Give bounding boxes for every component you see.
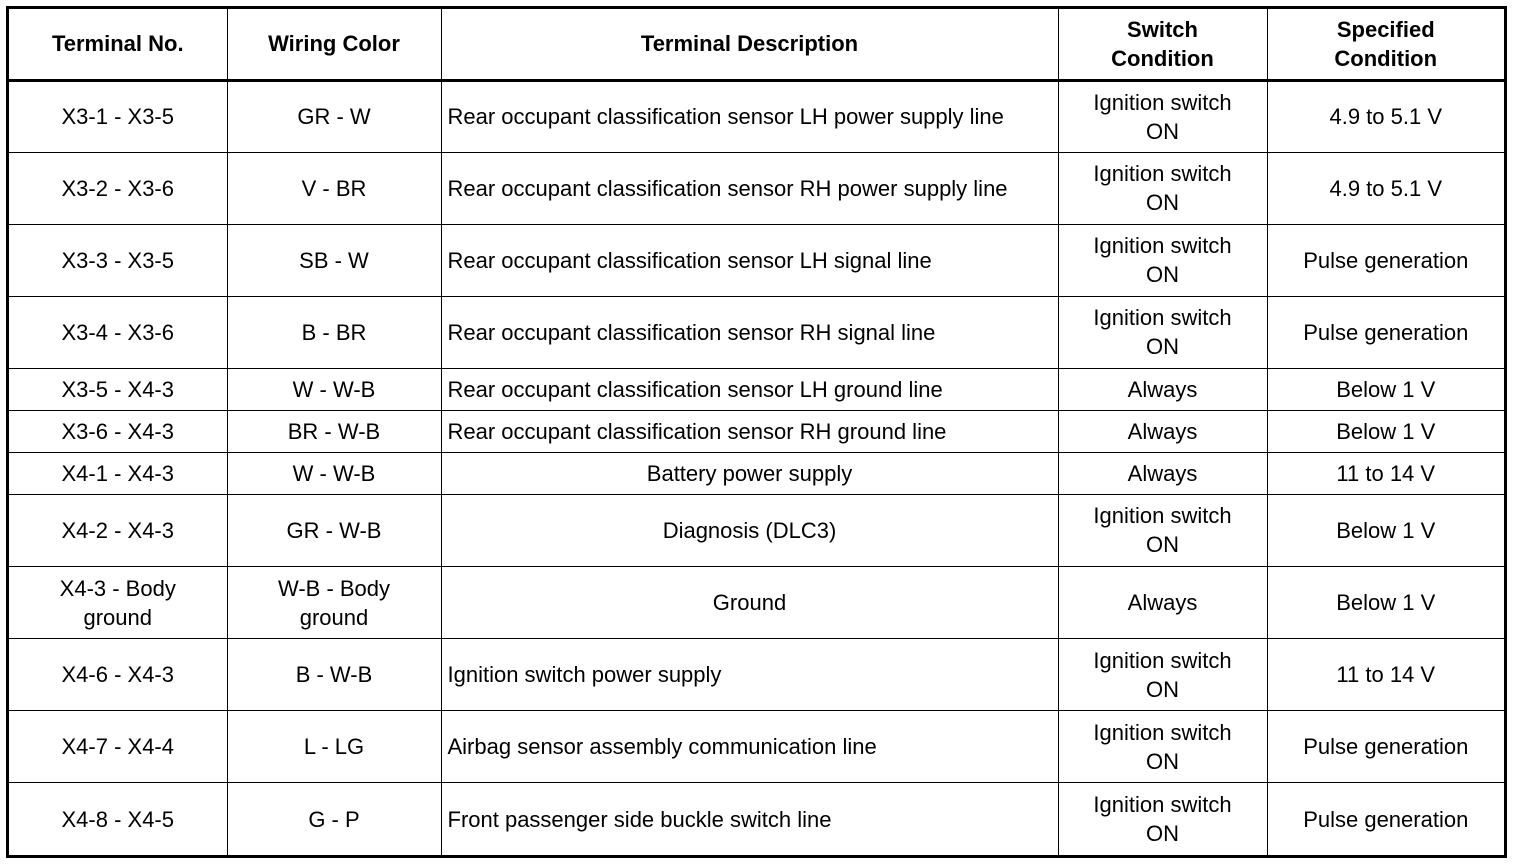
cell-terminal-no: X3-2 - X3-6 [9,152,227,224]
table-row [9,783,1504,855]
cell-wiring-color: V - BR [227,152,441,224]
cell-switch-condition: Always [1058,452,1267,494]
cell-specified-condition: Pulse generation [1267,783,1504,855]
cell-wiring-color: W - W-B [227,368,441,410]
table-row [9,567,1504,639]
cell-terminal-no: X3-5 - X4-3 [9,368,227,410]
table-row [9,80,1504,152]
cell-wiring-color: B - W-B [227,639,441,711]
cell-wiring-color: GR - W-B [227,494,441,566]
cell-switch-condition: Ignition switch ON [1058,152,1267,224]
cell-switch-condition: Ignition switch ON [1058,224,1267,296]
cell-wiring-color: GR - W [227,80,441,152]
cell-wiring-color: W-B - Body ground [227,567,441,639]
cell-terminal-description: Rear occupant classification sensor RH ground line [441,410,1058,452]
cell-terminal-description: Battery power supply [441,452,1058,494]
cell-terminal-description: Front passenger side buckle switch line [441,783,1058,855]
cell-switch-condition: Always [1058,368,1267,410]
cell-terminal-description: Rear occupant classification sensor LH ground line [441,368,1058,410]
header-terminal-no: Terminal No. [9,9,227,80]
header-wiring-color: Wiring Color [227,9,441,80]
cell-terminal-description: Rear occupant classification sensor LH power supply line [441,80,1058,152]
table-row [9,296,1504,368]
header-row [9,9,1504,80]
cell-wiring-color: L - LG [227,711,441,783]
cell-switch-condition: Ignition switch ON [1058,494,1267,566]
cell-specified-condition: Pulse generation [1267,711,1504,783]
cell-wiring-color: BR - W-B [227,410,441,452]
cell-terminal-description: Airbag sensor assembly communication line [441,711,1058,783]
cell-switch-condition: Ignition switch ON [1058,711,1267,783]
cell-specified-condition: Pulse generation [1267,296,1504,368]
cell-switch-condition: Ignition switch ON [1058,80,1267,152]
cell-terminal-no: X3-1 - X3-5 [9,80,227,152]
cell-specified-condition: 4.9 to 5.1 V [1267,80,1504,152]
table-row [9,711,1504,783]
table-row [9,368,1504,410]
cell-specified-condition: Below 1 V [1267,368,1504,410]
cell-switch-condition: Ignition switch ON [1058,296,1267,368]
cell-terminal-no: X4-8 - X4-5 [9,783,227,855]
cell-terminal-no: X3-3 - X3-5 [9,224,227,296]
cell-terminal-no: X4-7 - X4-4 [9,711,227,783]
table-row [9,224,1504,296]
cell-terminal-description: Ground [441,567,1058,639]
cell-terminal-no: X4-2 - X4-3 [9,494,227,566]
header-specified-condition: Specified Condition [1267,9,1504,80]
cell-terminal-no: X4-6 - X4-3 [9,639,227,711]
cell-switch-condition: Ignition switch ON [1058,639,1267,711]
cell-specified-condition: Pulse generation [1267,224,1504,296]
cell-switch-condition: Always [1058,410,1267,452]
cell-specified-condition: 11 to 14 V [1267,452,1504,494]
cell-terminal-description: Rear occupant classification sensor LH signal line [441,224,1058,296]
terminal-inspection-table [9,9,1504,855]
header-terminal-description: Terminal Description [441,9,1058,80]
cell-wiring-color: B - BR [227,296,441,368]
cell-specified-condition: Below 1 V [1267,410,1504,452]
cell-terminal-no: X4-1 - X4-3 [9,452,227,494]
cell-wiring-color: G - P [227,783,441,855]
cell-terminal-no: X3-4 - X3-6 [9,296,227,368]
cell-terminal-no: X4-3 - Body ground [9,567,227,639]
cell-specified-condition: Below 1 V [1267,567,1504,639]
cell-terminal-no: X3-6 - X4-3 [9,410,227,452]
cell-specified-condition: 11 to 14 V [1267,639,1504,711]
cell-wiring-color: SB - W [227,224,441,296]
table-row [9,452,1504,494]
cell-wiring-color: W - W-B [227,452,441,494]
table-row [9,410,1504,452]
cell-terminal-description: Ignition switch power supply [441,639,1058,711]
table-row [9,639,1504,711]
cell-terminal-description: Diagnosis (DLC3) [441,494,1058,566]
table-row [9,152,1504,224]
cell-terminal-description: Rear occupant classification sensor RH power supply line [441,152,1058,224]
cell-specified-condition: 4.9 to 5.1 V [1267,152,1504,224]
table-row [9,494,1504,566]
cell-specified-condition: Below 1 V [1267,494,1504,566]
terminal-table-frame [6,6,1507,858]
cell-switch-condition: Ignition switch ON [1058,783,1267,855]
cell-switch-condition: Always [1058,567,1267,639]
cell-terminal-description: Rear occupant classification sensor RH signal line [441,296,1058,368]
header-switch-condition: Switch Condition [1058,9,1267,80]
